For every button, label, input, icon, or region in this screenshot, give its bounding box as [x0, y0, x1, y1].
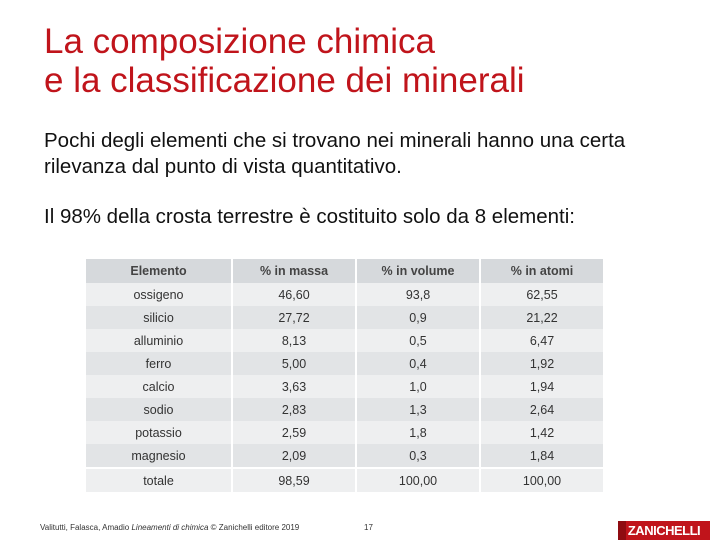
- cell-atomi: 62,55: [480, 283, 603, 306]
- cell-volume: 1,8: [356, 421, 480, 444]
- cell-element: silicio: [86, 306, 232, 329]
- cell-massa: 2,83: [232, 398, 356, 421]
- cell-atomi: 21,22: [480, 306, 603, 329]
- cell-element: totale: [86, 468, 232, 492]
- footer-authors: Valitutti, Falasca, Amadio: [40, 523, 130, 532]
- cell-massa: 3,63: [232, 375, 356, 398]
- header-volume: % in volume: [356, 259, 480, 283]
- cell-volume: 0,5: [356, 329, 480, 352]
- page-number: 17: [364, 523, 373, 532]
- cell-atomi: 100,00: [480, 468, 603, 492]
- cell-massa: 8,13: [232, 329, 356, 352]
- table-header-row: [86, 259, 603, 283]
- cell-element: ferro: [86, 352, 232, 375]
- cell-element: magnesio: [86, 444, 232, 468]
- table-row: [86, 283, 603, 306]
- cell-massa: 98,59: [232, 468, 356, 492]
- table-row: [86, 444, 603, 468]
- header-atomi: % in atomi: [480, 259, 603, 283]
- cell-element: alluminio: [86, 329, 232, 352]
- cell-volume: 0,3: [356, 444, 480, 468]
- table-row: [86, 352, 603, 375]
- cell-massa: 27,72: [232, 306, 356, 329]
- cell-volume: 0,9: [356, 306, 480, 329]
- cell-atomi: 1,92: [480, 352, 603, 375]
- header-massa: % in massa: [232, 259, 356, 283]
- logo-stripe: [618, 521, 626, 540]
- slide-title-line-1: La composizione chimica: [44, 22, 436, 61]
- cell-atomi: 1,84: [480, 444, 603, 468]
- table-row: [86, 306, 603, 329]
- cell-massa: 46,60: [232, 283, 356, 306]
- cell-massa: 2,09: [232, 444, 356, 468]
- elements-table: [86, 259, 603, 492]
- footer-credits: [40, 523, 299, 532]
- cell-volume: 100,00: [356, 468, 480, 492]
- slide-title-line-2: e la classificazione dei minerali: [44, 61, 525, 100]
- table-row: [86, 398, 603, 421]
- logo-text: ZANICHELLI: [627, 523, 701, 538]
- table-row: [86, 421, 603, 444]
- statement-paragraph: Il 98% della crosta terrestre è costituito solo da 8 elementi:: [44, 205, 575, 228]
- table-row: [86, 329, 603, 352]
- cell-massa: 2,59: [232, 421, 356, 444]
- cell-element: sodio: [86, 398, 232, 421]
- cell-atomi: 6,47: [480, 329, 603, 352]
- cell-element: calcio: [86, 375, 232, 398]
- intro-paragraph: Pochi degli elementi che si trovano nei minerali hanno una certa rilevanza dal punto di vista quantitativo.: [44, 129, 626, 178]
- table-total-row: [86, 468, 603, 492]
- cell-element: potassio: [86, 421, 232, 444]
- cell-atomi: 1,42: [480, 421, 603, 444]
- footer-publisher: © Zanichelli editore 2019: [210, 523, 300, 532]
- cell-volume: 1,3: [356, 398, 480, 421]
- publisher-logo: [618, 521, 710, 540]
- slide-title: [44, 22, 704, 100]
- header-elemento: Elemento: [86, 259, 232, 283]
- composition-table: [86, 259, 603, 492]
- cell-element: ossigeno: [86, 283, 232, 306]
- cell-volume: 0,4: [356, 352, 480, 375]
- cell-massa: 5,00: [232, 352, 356, 375]
- cell-volume: 93,8: [356, 283, 480, 306]
- footer-book-title: Lineamenti di chimica: [131, 523, 209, 532]
- table-row: [86, 375, 603, 398]
- cell-atomi: 1,94: [480, 375, 603, 398]
- cell-atomi: 2,64: [480, 398, 603, 421]
- cell-volume: 1,0: [356, 375, 480, 398]
